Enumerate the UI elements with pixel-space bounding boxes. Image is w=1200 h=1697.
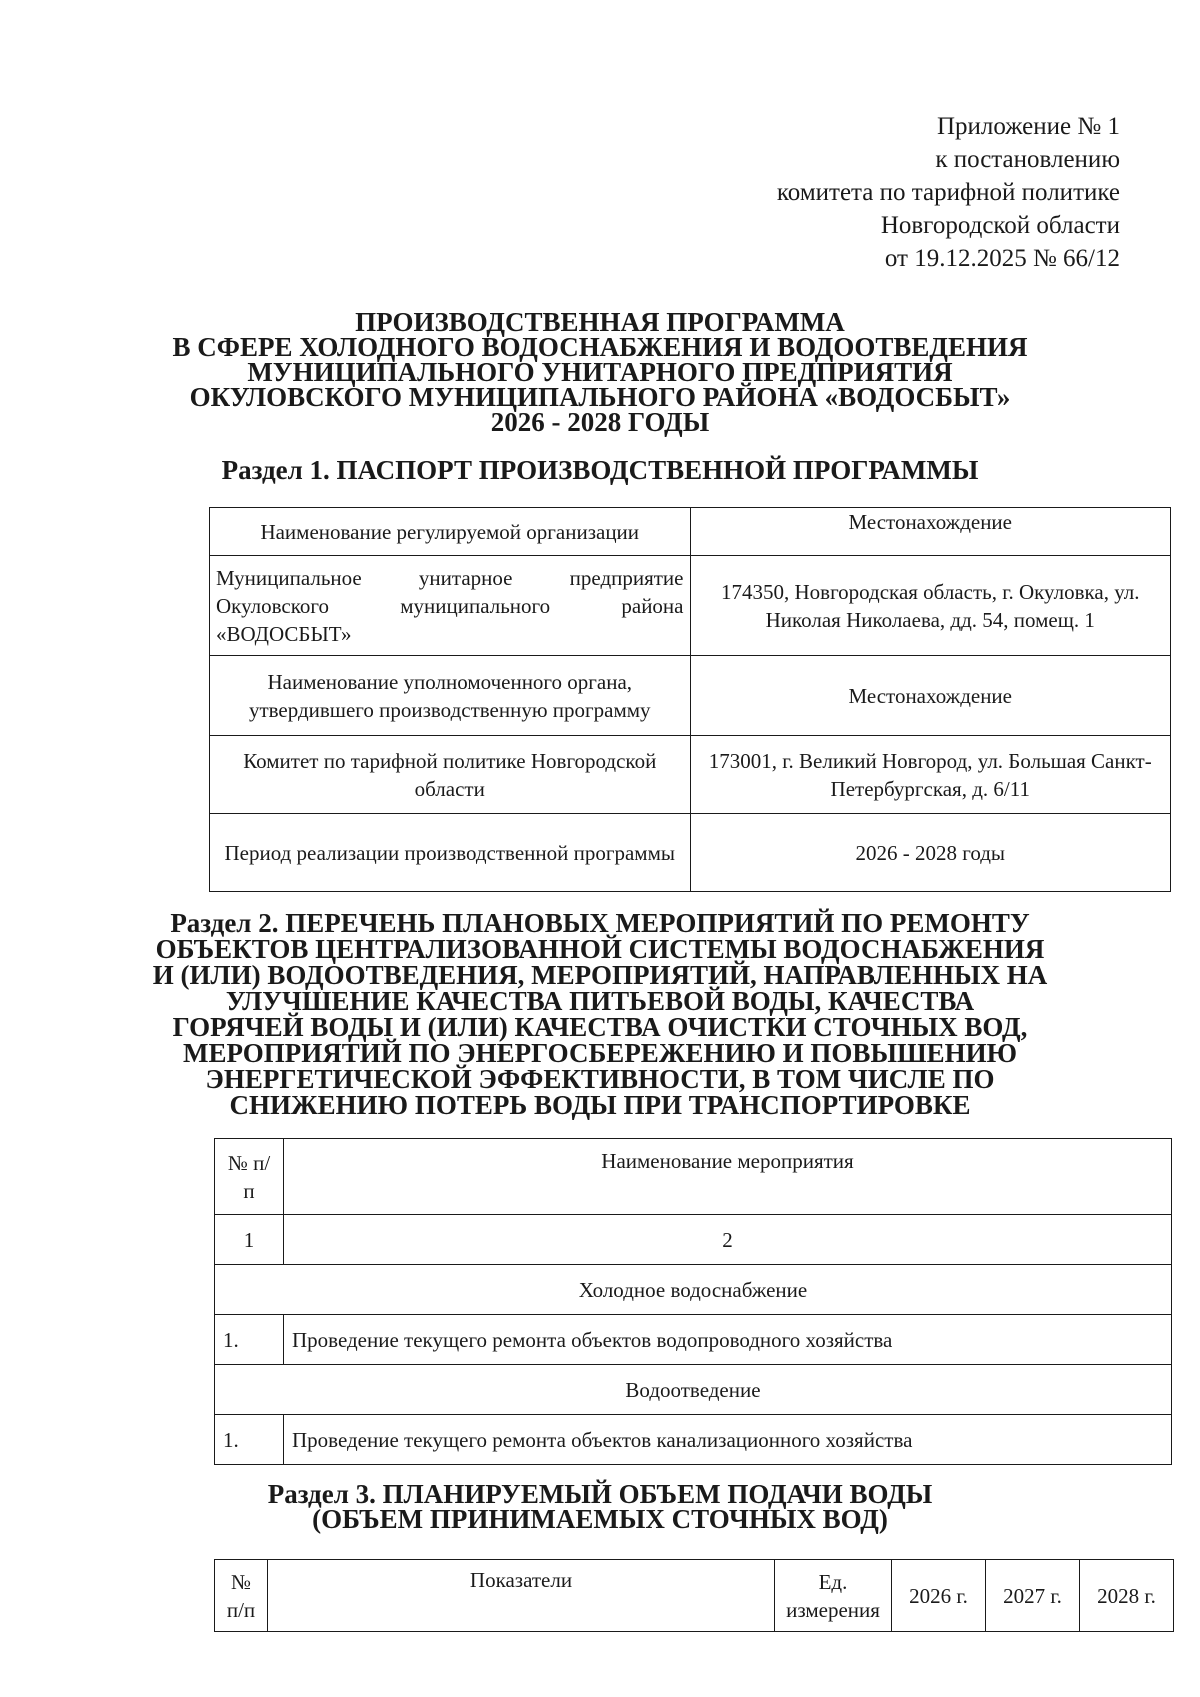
indicators-header: Показатели — [268, 1560, 775, 1632]
section2-title-line: ГОРЯЧЕЙ ВОДЫ И (ИЛИ) КАЧЕСТВА ОЧИСТКИ СТОЧНЫХ ВОД, — [172, 1012, 1028, 1042]
passport-table — [209, 507, 1171, 892]
unit-header: Ед. измерения — [775, 1560, 892, 1632]
table-row — [210, 736, 1171, 814]
appendix-line: комитета по тарифной политике — [776, 179, 1120, 206]
title-line: 2026 - 2028 ГОДЫ — [490, 407, 710, 437]
section2-title-line: ЭНЕРГЕТИЧЕСКОЙ ЭФФЕКТИВНОСТИ, В ТОМ ЧИСЛЕ ПО — [205, 1064, 995, 1094]
table-row — [215, 1315, 1172, 1365]
group-header: Водоотведение — [215, 1365, 1172, 1415]
title-line: ОКУЛОВСКОГО МУНИЦИПАЛЬНОГО РАЙОНА «ВОДОСБЫТ» — [189, 382, 1011, 412]
appendix-line: Приложение № 1 — [936, 113, 1120, 140]
year-header: 2027 г. — [986, 1560, 1080, 1632]
table-row — [210, 814, 1171, 892]
document-title — [0, 307, 1200, 437]
table-cell: 2 — [284, 1215, 1172, 1265]
table-row — [215, 1139, 1172, 1215]
measures-table — [214, 1138, 1172, 1465]
table-cell: Проведение текущего ремонта объектов канализационного хозяйства — [284, 1415, 1172, 1465]
table-cell: Период реализации производственной программы — [210, 814, 691, 892]
table-cell: Местонахождение — [690, 656, 1171, 736]
table-cell: 1 — [215, 1215, 284, 1265]
table-cell: 174350, Новгородская область, г. Окуловка, ул. Николая Николаева, дд. 54, помещ. 1 — [690, 556, 1171, 656]
table-row — [210, 508, 1171, 556]
table-row — [215, 1215, 1172, 1265]
section2-title-line: СНИЖЕНИЮ ПОТЕРЬ ВОДЫ ПРИ ТРАНСПОРТИРОВКЕ — [229, 1090, 971, 1120]
table-row — [210, 556, 1171, 656]
appendix-block — [560, 110, 1120, 275]
appendix-line: от 19.12.2025 № 66/12 — [884, 245, 1120, 272]
section2-title-line: Раздел 2. ПЕРЕЧЕНЬ ПЛАНОВЫХ МЕРОПРИЯТИЙ ПО РЕМОНТУ — [170, 908, 1030, 938]
section2-title-line: И (ИЛИ) ВОДООТВЕДЕНИЯ, МЕРОПРИЯТИЙ, НАПРАВЛЕННЫХ НА — [152, 960, 1048, 990]
appendix-line: к постановлению — [935, 146, 1120, 173]
appendix-line: Новгородской области — [880, 212, 1120, 239]
table-cell: Муниципальное унитарное предприятие Окуловского муниципального района «ВОДОСБЫТ» — [210, 556, 691, 656]
section2-title-line: ОБЪЕКТОВ ЦЕНТРАЛИЗОВАННОЙ СИСТЕМЫ ВОДОСНАБЖЕНИЯ — [155, 934, 1045, 964]
section3-title-line: (ОБЪЕМ ПРИНИМАЕМЫХ СТОЧНЫХ ВОД) — [312, 1504, 888, 1534]
name-header: Наименование мероприятия — [284, 1139, 1172, 1215]
section3-title — [0, 1479, 1200, 1534]
table-row — [215, 1560, 1174, 1632]
table-row — [215, 1415, 1172, 1465]
section2-title — [0, 910, 1200, 1118]
table-cell: 173001, г. Великий Новгород, ул. Большая Санкт-Петербургская, д. 6/11 — [690, 736, 1171, 814]
section2-title-line: УЛУЧШЕНИЕ КАЧЕСТВА ПИТЬЕВОЙ ВОДЫ, КАЧЕСТВА — [225, 986, 975, 1016]
volume-table — [214, 1559, 1174, 1632]
num-header: № п/п — [215, 1139, 284, 1215]
year-header: 2026 г. — [892, 1560, 986, 1632]
year-header: 2028 г. — [1080, 1560, 1174, 1632]
table-row — [215, 1265, 1172, 1315]
table-cell: Наименование регулируемой организации — [210, 508, 691, 556]
section3-title-line: Раздел 3. ПЛАНИРУЕМЫЙ ОБЪЕМ ПОДАЧИ ВОДЫ — [267, 1479, 933, 1509]
title-line: В СФЕРЕ ХОЛОДНОГО ВОДОСНАБЖЕНИЯ И ВОДООТВЕДЕНИЯ — [172, 332, 1028, 362]
section1-title: Раздел 1. ПАСПОРТ ПРОИЗВОДСТВЕННОЙ ПРОГРАММЫ — [221, 455, 979, 485]
table-cell: 2026 - 2028 годы — [690, 814, 1171, 892]
title-line: МУНИЦИПАЛЬНОГО УНИТАРНОГО ПРЕДПРИЯТИЯ — [247, 357, 953, 387]
num-header: № п/п — [215, 1560, 268, 1632]
table-cell: 1. — [215, 1415, 284, 1465]
section2-title-line: МЕРОПРИЯТИЙ ПО ЭНЕРГОСБЕРЕЖЕНИЮ И ПОВЫШЕНИЮ — [182, 1038, 1018, 1068]
table-cell: Комитет по тарифной политике Новгородской области — [210, 736, 691, 814]
table-cell: 1. — [215, 1315, 284, 1365]
table-cell: Наименование уполномоченного органа, утвердившего производственную программу — [210, 656, 691, 736]
table-row — [210, 656, 1171, 736]
table-row — [215, 1365, 1172, 1415]
group-header: Холодное водоснабжение — [215, 1265, 1172, 1315]
table-cell: Проведение текущего ремонта объектов водопроводного хозяйства — [284, 1315, 1172, 1365]
table-cell: Местонахождение — [690, 508, 1171, 556]
title-line: ПРОИЗВОДСТВЕННАЯ ПРОГРАММА — [355, 307, 845, 337]
